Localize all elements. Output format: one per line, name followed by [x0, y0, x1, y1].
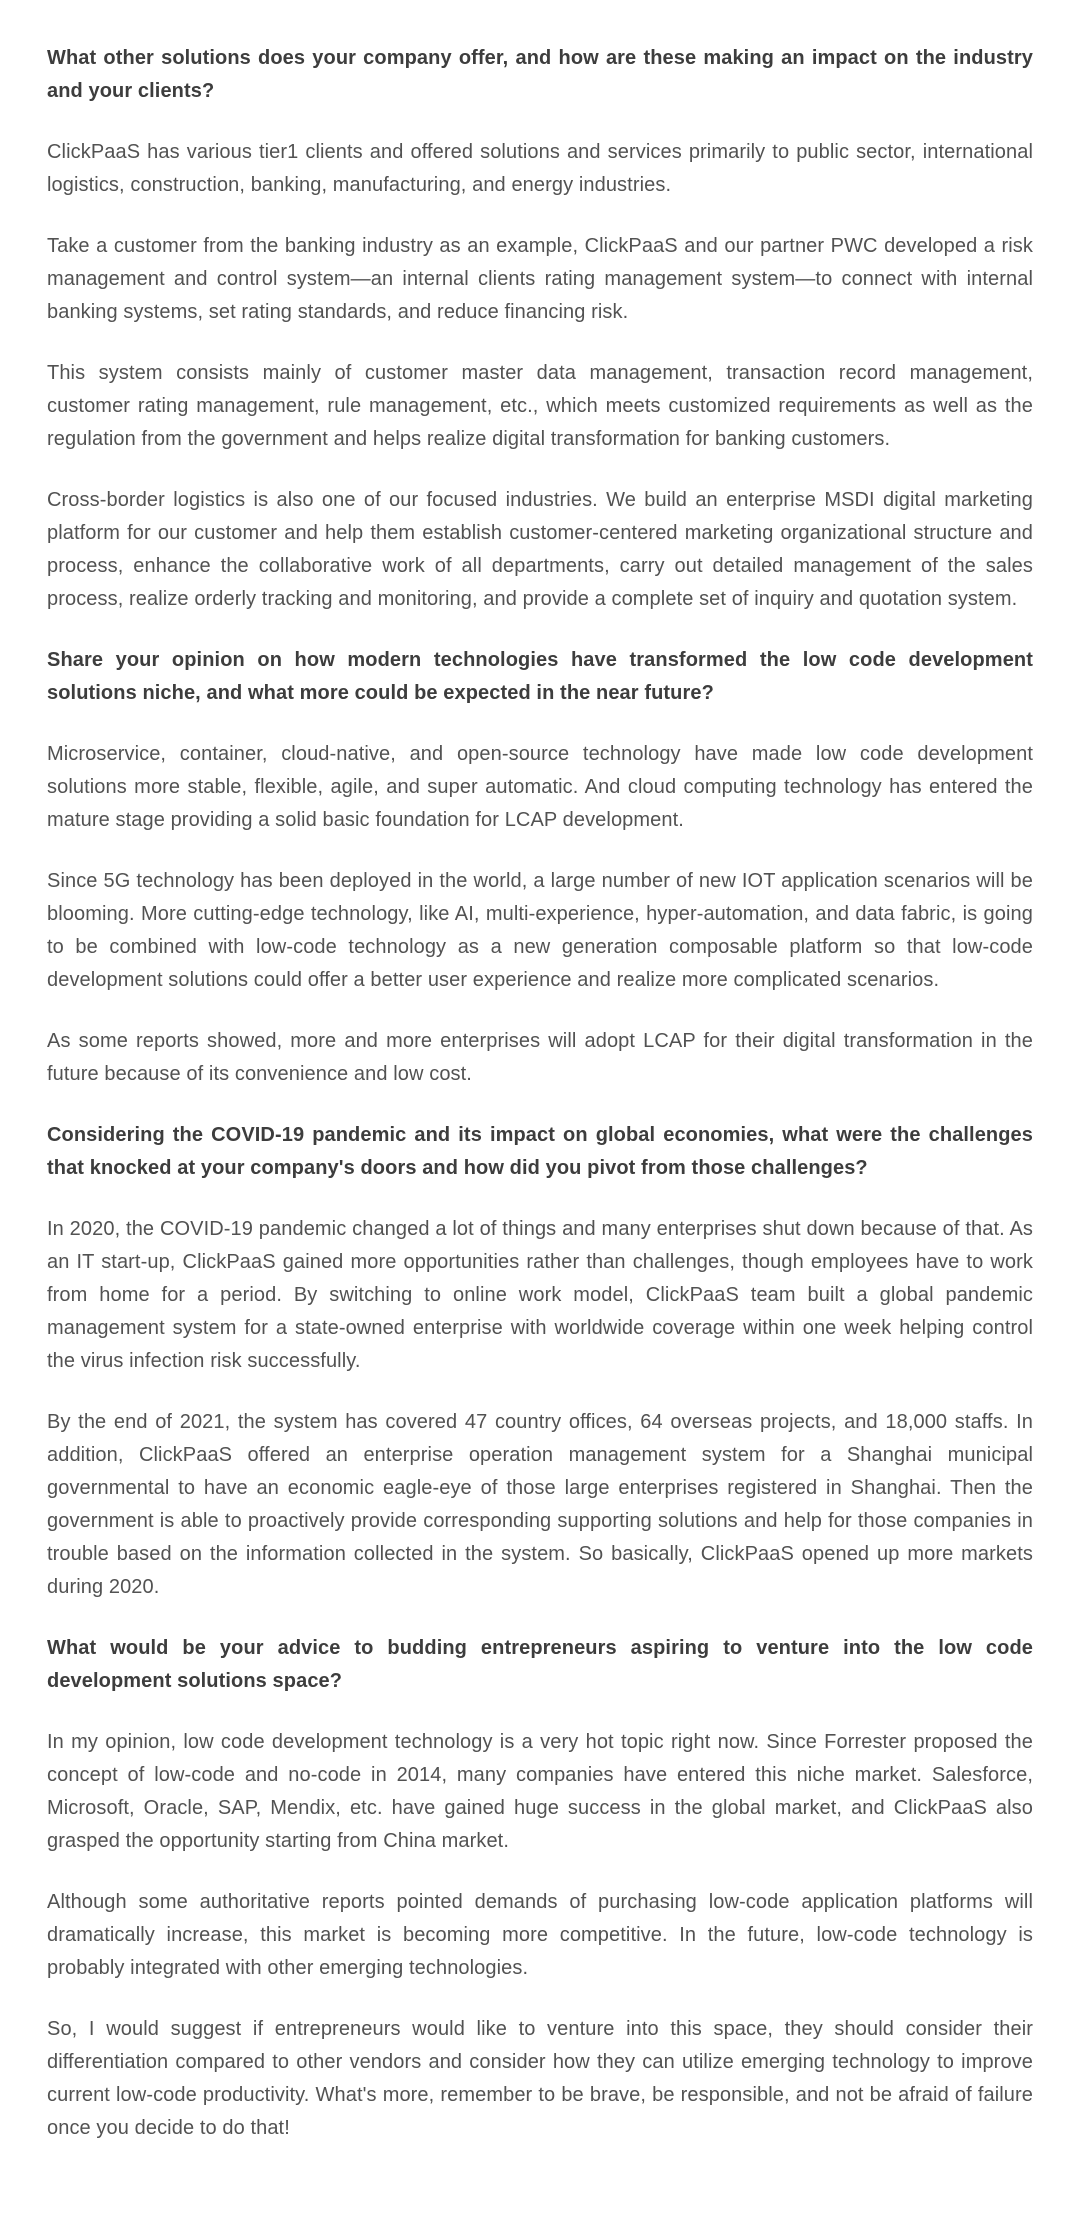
- qa-section: [47, 644, 1033, 710]
- answer-paragraph: In 2020, the COVID-19 pandemic changed a lot of things and many enterprises shut down because of that. As an IT start-up, ClickPaaS gained more opportunities rather than challenges, though employees have to work from home for a period. By switching to online work model, ClickPaaS team built a global pandemic management system for a state-owned enterprise with worldwide coverage within one week helping control the virus infection risk successfully.: [47, 1218, 1033, 1372]
- answer-paragraph: In my opinion, low code development technology is a very hot topic right now. Since Forrester proposed the concept of low-code and no-code in 2014, many companies have entered this niche market. Salesforce, Microsoft, Oracle, SAP, Mendix, etc. have gained huge success in the global market, and ClickPaaS also grasped the opportunity starting from China market.: [47, 1731, 1033, 1852]
- question-heading: Share your opinion on how modern technologies have transformed the low code development solutions niche, and what more could be expected in the near future?: [47, 649, 1033, 704]
- answer-block: [47, 1025, 1033, 1091]
- answer-paragraph: Although some authoritative reports pointed demands of purchasing low-code application platforms will dramatically increase, this market is becoming more competitive. In the future, low-code technology is probably integrated with other emerging technologies.: [47, 1891, 1033, 1979]
- answer-block: [47, 484, 1033, 616]
- qa-section: [47, 1119, 1033, 1185]
- qa-section: [47, 1632, 1033, 1698]
- answer-paragraph: ClickPaaS has various tier1 clients and offered solutions and services primarily to public sector, international logistics, construction, banking, manufacturing, and energy industries.: [47, 141, 1033, 196]
- answer-paragraph: By the end of 2021, the system has covered 47 country offices, 64 overseas projects, and 18,000 staffs. In addition, ClickPaaS offered an enterprise operation management system for a Shanghai municipal governmental to have an economic eagle-eye of those large enterprises registered in Shanghai. Then the government is able to proactively provide corresponding supporting solutions and help for those companies in trouble based on the information collected in the system. So basically, ClickPaaS opened up more markets during 2020.: [47, 1411, 1033, 1598]
- question-heading: What would be your advice to budding entrepreneurs aspiring to venture into the low code development solutions space?: [47, 1637, 1033, 1692]
- answer-paragraph: Take a customer from the banking industry as an example, ClickPaaS and our partner PWC developed a risk management and control system—an internal clients rating management system—to connect with internal banking systems, set rating standards, and reduce financing risk.: [47, 235, 1033, 323]
- question-heading: Considering the COVID-19 pandemic and its impact on global economies, what were the challenges that knocked at your company's doors and how did you pivot from those challenges?: [47, 1124, 1033, 1179]
- answer-block: [47, 357, 1033, 456]
- answer-block: [47, 1406, 1033, 1604]
- answer-paragraph: Microservice, container, cloud-native, and open-source technology have made low code development solutions more stable, flexible, agile, and super automatic. And cloud computing technology has entered the mature stage providing a solid basic foundation for LCAP development.: [47, 743, 1033, 831]
- answer-block: [47, 1886, 1033, 1985]
- answer-block: [47, 230, 1033, 329]
- answer-paragraph: Since 5G technology has been deployed in the world, a large number of new IOT application scenarios will be blooming. More cutting-edge technology, like AI, multi-experience, hyper-automation, and data fabric, is going to be combined with low-code technology as a new generation composable platform so that low-code development solutions could offer a better user experience and realize more complicated scenarios.: [47, 870, 1033, 991]
- answer-paragraph: Cross-border logistics is also one of our focused industries. We build an enterprise MSDI digital marketing platform for our customer and help them establish customer-centered marketing organizational structure and process, enhance the collaborative work of all departments, carry out detailed management of the sales process, realize orderly tracking and monitoring, and provide a complete set of inquiry and quotation system.: [47, 489, 1033, 610]
- question-heading: What other solutions does your company offer, and how are these making an impact on the industry and your clients?: [47, 47, 1033, 102]
- answer-block: [47, 738, 1033, 837]
- answer-block: [47, 865, 1033, 997]
- answer-block: [47, 2013, 1033, 2145]
- answer-block: [47, 1726, 1033, 1858]
- answer-block: [47, 136, 1033, 202]
- answer-paragraph: So, I would suggest if entrepreneurs would like to venture into this space, they should consider their differentiation compared to other vendors and consider how they can utilize emerging technology to improve current low-code productivity. What's more, remember to be brave, be responsible, and not be afraid of failure once you decide to do that!: [47, 2018, 1033, 2139]
- answer-block: [47, 1213, 1033, 1378]
- answer-paragraph: This system consists mainly of customer master data management, transaction record management, customer rating management, rule management, etc., which meets customized requirements as well as the regulation from the government and helps realize digital transformation for banking customers.: [47, 362, 1033, 450]
- answer-paragraph: As some reports showed, more and more enterprises will adopt LCAP for their digital transformation in the future because of its convenience and low cost.: [47, 1030, 1033, 1085]
- qa-section: [47, 42, 1033, 108]
